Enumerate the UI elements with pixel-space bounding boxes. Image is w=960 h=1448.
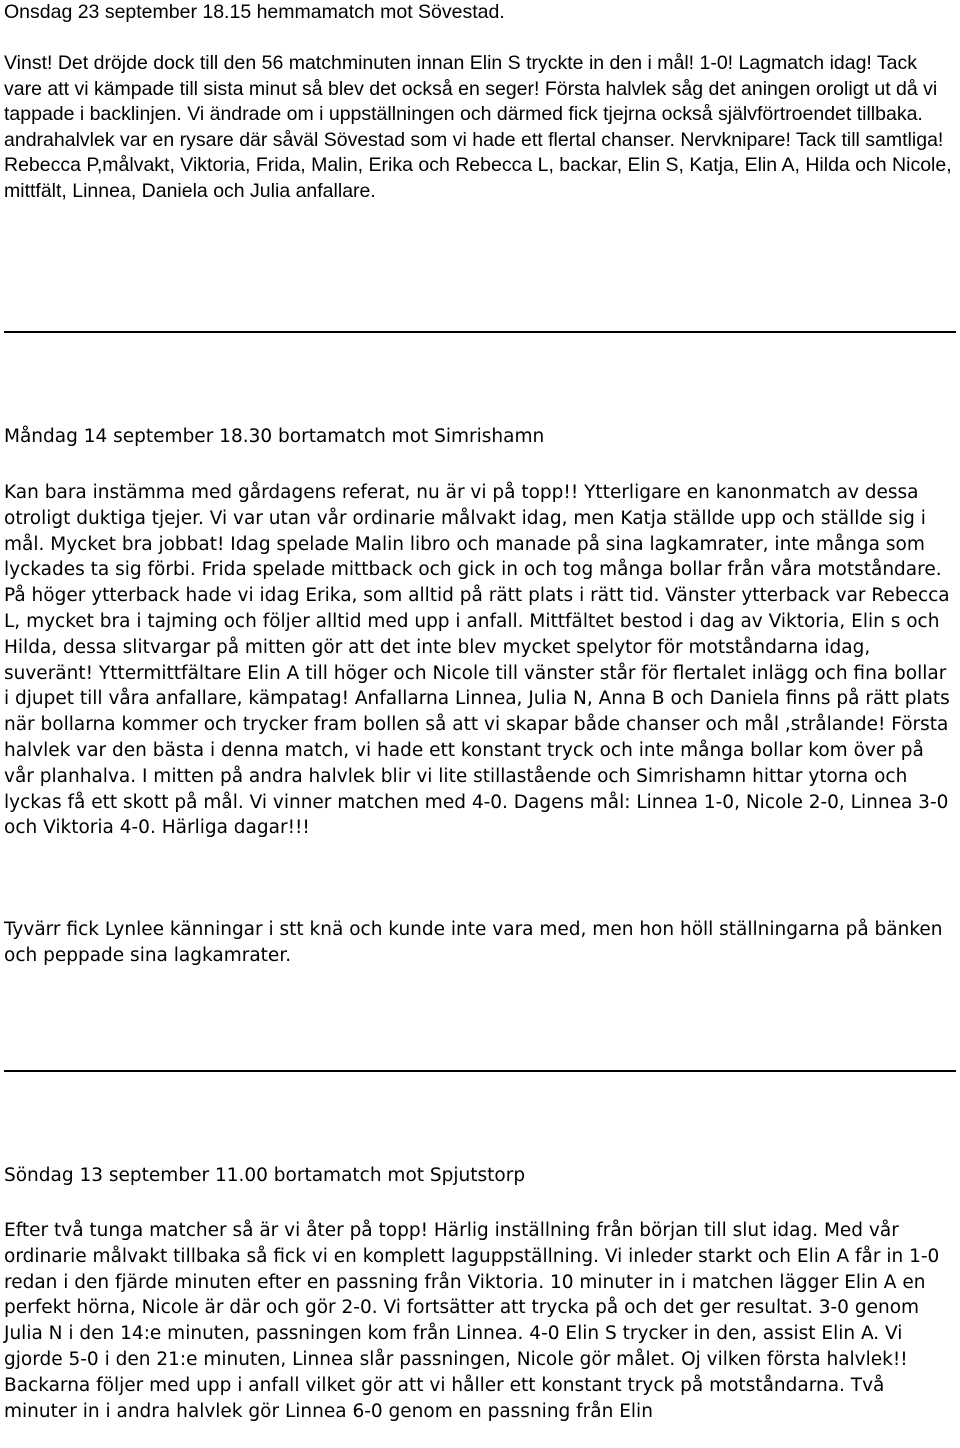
section-3-heading: Söndag 13 september 11.00 bortamatch mot Spjutstorp — [4, 1165, 526, 1186]
section-1-heading: Onsdag 23 september 18.15 hemmamatch mot Sövestad. — [4, 1, 505, 23]
section-3-paragraph: Efter två tunga matcher så är vi åter på topp! Härlig inställning från början till slut idag. Med vår ordinarie målvakt tillbaka så fick vi en komplett laguppställning. Vi inleder starkt och Elin A får in 1-0 redan i den fjärde minuten efter en passning från Viktoria. 10 minuter in i matchen lägger Elin A en perfekt hörna, Nicole är där och gör 2-0. Vi fortsätter att trycka på och det ger resultat. 3-0 genom Julia N i den 14:e minuten, passningen kom från Linnea. 4-0 Elin S trycker in den, assist Elin A. Vi gjorde 5-0 i den 21:e minuten, Linnea slår passningen, Nicole gör målet. Oj vilken första halvlek!! Backarna följer med upp i anfall vilket gör att vi håller ett konstant tryck på motståndarna. Två minuter in i andra halvlek gör Linnea 6-0 genom en passning från Elin — [4, 1220, 940, 1422]
section-divider-1 — [4, 331, 956, 333]
section-2-heading: Måndag 14 september 18.30 bortamatch mot Simrishamn — [4, 426, 545, 447]
section-1-paragraph: Vinst! Det dröjde dock till den 56 matchminuten innan Elin S tryckte in den i mål! 1-0! Lagmatch idag! Tack vare att vi kämpade till sista minut så blev det också en seger! Första halvlek såg det aningen oroligt ut då vi tappade i backlinjen. Vi ändrade om i uppställningen och därmed fick tjejrna också självförtroendet tillbaka. andrahalvlek var en rysare där såväl Sövestad som vi hade ett flertal chanser. Nervknipare! Tack till samtliga! Rebecca P,målvakt, Viktoria, Frida, Malin, Erika och Rebecca L, backar, Elin S, Katja, Elin A, Hilda och Nicole, mittfält, Linnea, Daniela och Julia anfallare. — [4, 52, 952, 202]
section-2-paragraph-1: Kan bara instämma med gårdagens referat, nu är vi på topp!! Ytterligare en kanonmatch av dessa otroligt duktiga tjejer. Vi var utan vår ordinarie målvakt idag, men Katja ställde upp och ställde sig i mål. Mycket bra jobbat! Idag spelade Malin libro och manade på sina lagkamrater, inte många som lyckades ta sig förbi. Frida spelade mittback och gick in och tog många bollar från våra motståndare. På höger ytterback hade vi idag Erika, som alltid på rätt plats i rätt tid. Vänster ytterback var Rebecca L, mycket bra i tajming och följer alltid med upp i anfall. Mittfältet bestod i dag av Viktoria, Elin s och Hilda, dessa slitvargar på mitten gör att det inte blev mycket spelytor för motståndarna idag, suveränt! Yttermittfältare Elin A till höger och Nicole till vänster står för flertalet inlägg och fina bollar i djupet till våra anfallare, kämpatag! Anfallarna Linnea, Julia N, Anna B och Daniela finns på rätt plats när bollarna kommer och trycker fram bollen så att vi skapar både chanser och mål ,strålande! Första halvlek var den bästa i denna match, vi hade ett konstant tryck och inte många bollar kom över på vår planhalva. I mitten på andra halvlek blir vi lite stillastående och Simrishamn hittar ytorna och lyckas få ett skott på mål. Vi vinner matchen med 4-0. Dagens mål: Linnea 1-0, Nicole 2-0, Linnea 3-0 och Viktoria 4-0. Härliga dagar!!! — [4, 482, 950, 839]
section-divider-2 — [4, 1070, 956, 1072]
section-2-paragraph-2: Tyvärr fick Lynlee känningar i stt knä och kunde inte vara med, men hon höll ställningarna på bänken och peppade sina lagkamrater. — [4, 919, 943, 966]
